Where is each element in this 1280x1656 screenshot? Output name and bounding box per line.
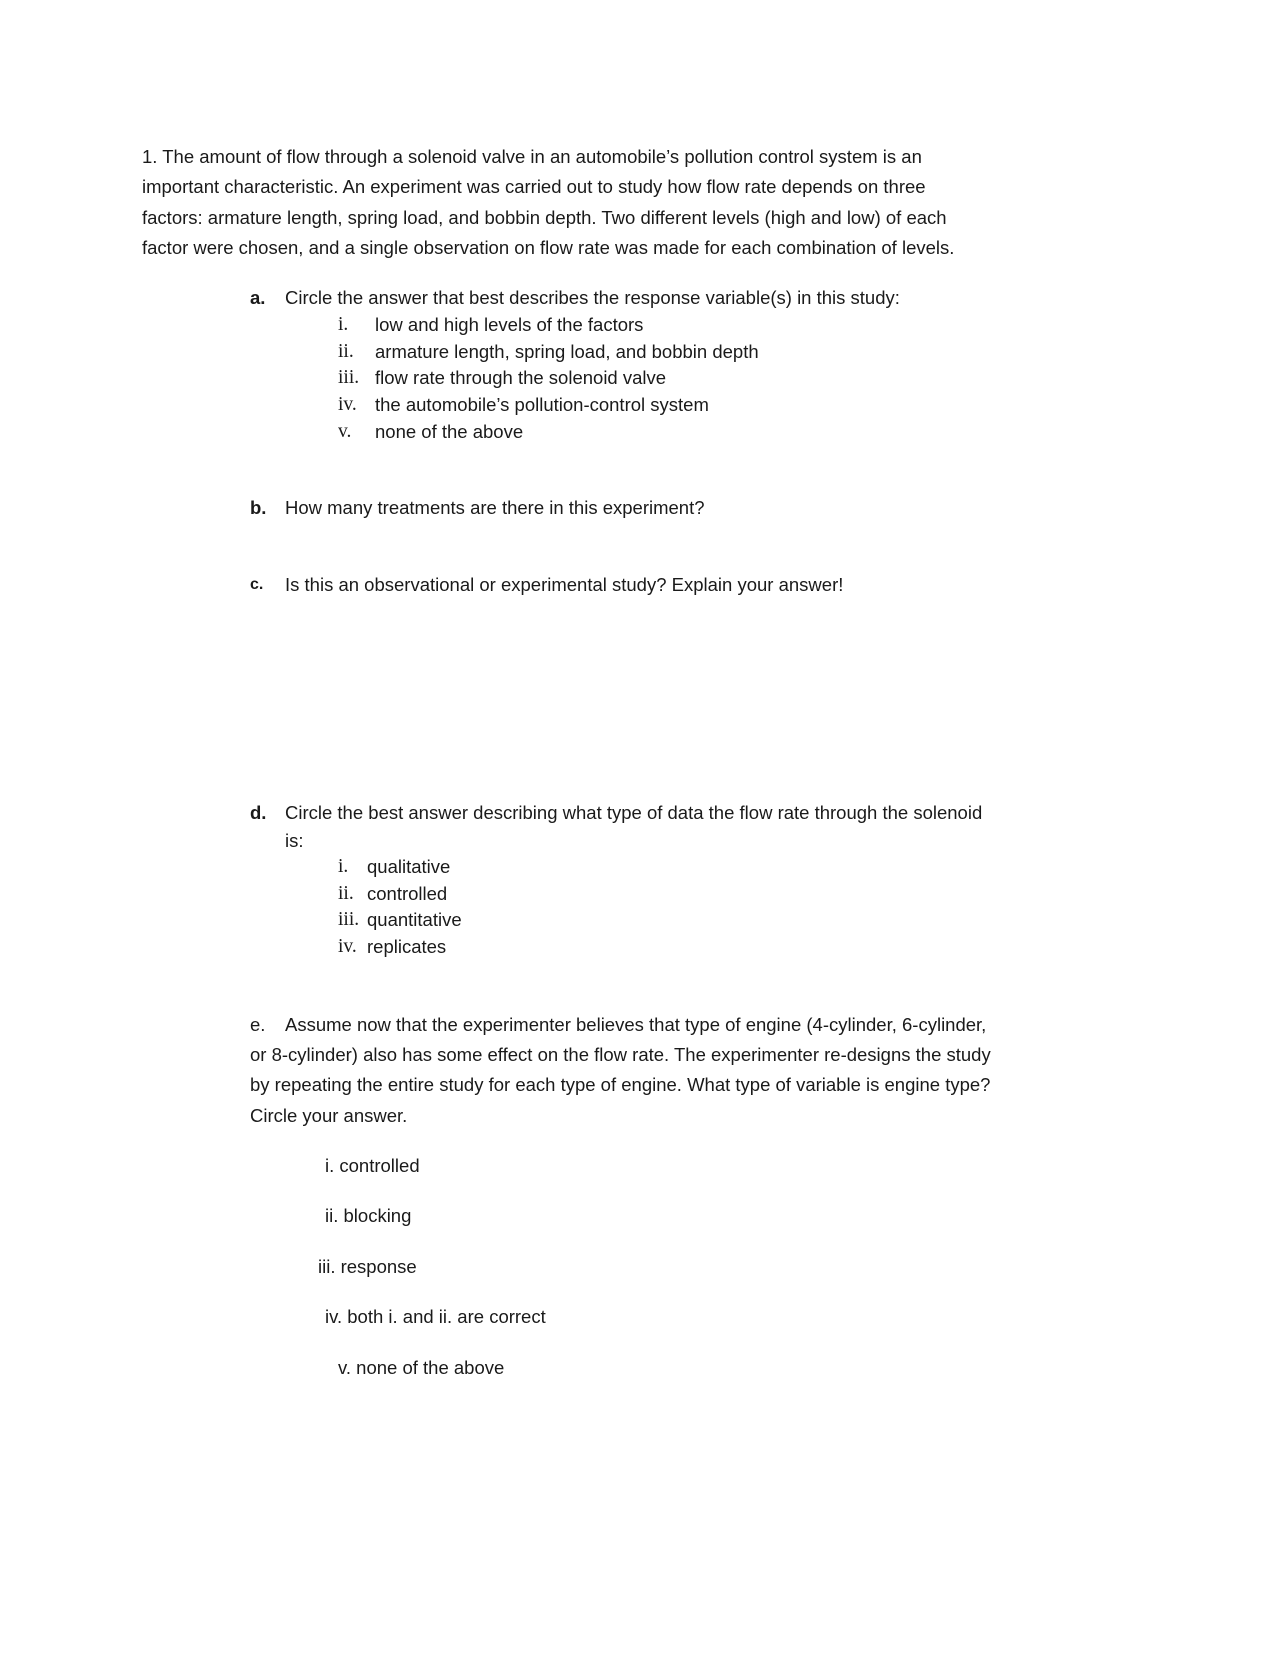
option-both: iv. both i. and ii. are correct (325, 1306, 546, 1327)
option-text: the automobile’s pollution-control system (375, 394, 709, 415)
intro-line: 1. The amount of flow through a solenoid valve in an automobile’s pollution control system is an (142, 146, 922, 167)
option-numeral: ii. (338, 883, 354, 904)
intro-line: factor were chosen, and a single observation on flow rate was made for each combination of levels. (142, 237, 955, 258)
option-text: flow rate through the solenoid valve (375, 367, 667, 388)
part-e-prompt: Circle your answer. (250, 1105, 408, 1126)
part-d-prompt: is: (285, 830, 304, 851)
option-numeral: iv. (338, 936, 357, 957)
option-text: quantitative (367, 909, 462, 930)
option-text: none of the above (375, 421, 524, 442)
option-blocking: ii. blocking (325, 1205, 412, 1226)
option-text: low and high levels of the factors (375, 314, 644, 335)
part-c-prompt: Is this an observational or experimental study? Explain your answer! (285, 574, 844, 595)
part-b-label: b. (250, 497, 267, 518)
part-a-label: a. (250, 287, 266, 308)
option-text: controlled (367, 883, 448, 904)
option-response: iii. response (318, 1256, 417, 1277)
intro-line: factors: armature length, spring load, and bobbin depth. Two different levels (high and low) of each (142, 207, 947, 228)
part-e-prompt: or 8-cylinder) also has some effect on the flow rate. The experimenter re-designs the study (250, 1044, 991, 1065)
option-numeral: ii. (338, 341, 354, 362)
option-numeral: i. (338, 314, 349, 335)
option-text: armature length, spring load, and bobbin depth (375, 341, 759, 362)
part-a-prompt: Circle the answer that best describes the response variable(s) in this study: (285, 287, 900, 308)
option-text: qualitative (367, 856, 451, 877)
part-d-prompt: Circle the best answer describing what type of data the flow rate through the solenoid (285, 802, 983, 823)
option-text: replicates (367, 936, 447, 957)
intro-line: important characteristic. An experiment was carried out to study how flow rate depends on three (142, 176, 926, 197)
part-c-label: c. (250, 576, 264, 593)
part-d-label: d. (250, 802, 267, 823)
part-e-prompt: by repeating the entire study for each type of engine. What type of variable is engine type? (250, 1074, 991, 1095)
option-numeral: i. (338, 856, 349, 877)
option-numeral: v. (338, 421, 352, 442)
option-numeral: iv. (338, 394, 357, 415)
part-e-label: e. (250, 1014, 266, 1035)
option-numeral: iii. (338, 909, 360, 930)
part-b-prompt: How many treatments are there in this experiment? (285, 497, 705, 518)
part-e-prompt: Assume now that the experimenter believes that type of engine (4-cylinder, 6-cylinder, (285, 1014, 987, 1035)
option-none: v. none of the above (338, 1357, 505, 1378)
option-numeral: iii. (338, 367, 360, 388)
option-controlled: i. controlled (325, 1155, 420, 1176)
